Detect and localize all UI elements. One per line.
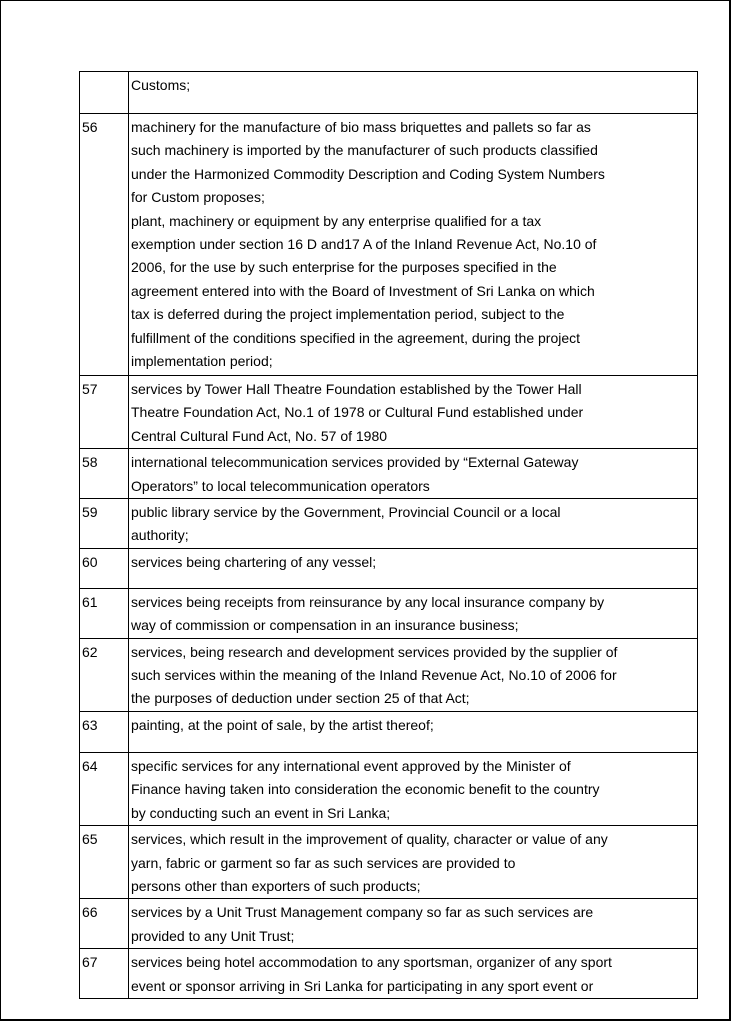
item-description	[129, 588, 698, 638]
table-row	[80, 899, 698, 949]
item-number	[80, 72, 129, 114]
item-number: 58	[80, 449, 129, 499]
item-description	[129, 499, 698, 549]
item-number: 56	[80, 114, 129, 376]
item-description	[129, 826, 698, 899]
description-paragraph: services being chartering of any vessel;	[131, 553, 377, 570]
table-row	[80, 752, 698, 825]
description-paragraph: services by Tower Hall Theatre Foundation established by the Tower Hall Theatre Foundation Act, No.1 of 1978 or Cultural Fund established under Central Cultural Fund Act, No. 57 of 1980	[131, 381, 584, 444]
table-row	[80, 638, 698, 711]
table-row	[80, 449, 698, 499]
item-description	[129, 949, 698, 999]
exemptions-table-body	[80, 72, 698, 999]
description-paragraph: international telecommunication services provided by “External Gateway Operators” to local telecommunication operators	[131, 454, 579, 494]
item-number: 60	[80, 548, 129, 588]
item-number: 57	[80, 376, 129, 449]
item-number: 62	[80, 638, 129, 711]
item-number: 63	[80, 711, 129, 752]
exemptions-table	[79, 71, 698, 999]
table-row	[80, 72, 698, 114]
table-row	[80, 711, 698, 752]
description-paragraph: services being receipts from reinsurance by any local insurance company by way of commission or compensation in an insurance business;	[131, 593, 605, 634]
item-number: 67	[80, 949, 129, 999]
description-paragraph: specific services for any international event approved by the Minister of Finance having taken into consideration the economic benefit to the country by conducting such an event in Sri Lanka;	[131, 757, 600, 821]
item-number: 59	[80, 499, 129, 549]
table-row	[80, 376, 698, 449]
description-paragraph: services, which result in the improvement of quality, character or value of any yarn, fabric or garment so far as such services are provided to persons other than exporters of such products;	[131, 831, 608, 894]
description-paragraph: plant, machinery or equipment by any enterprise qualified for a tax exemption under section 16 D and17 A of the Inland Revenue Act, No.10 of 2006, for the use by such enterprise for the purposes specified in the agreement entered into with the Board of Investment of Sri Lanka on which tax is deferred during the project implementation period, subject to the fulfillment of the conditions specified in the agreement, during the project implementation period;	[131, 212, 597, 370]
description-paragraph: services, being research and development services provided by the supplier of such services within the meaning of the Inland Revenue Act, No.10 of 2006 for the purposes of deduction under section 25 of that Act;	[131, 643, 618, 707]
description-paragraph: painting, at the point of sale, by the artist thereof;	[131, 716, 434, 733]
item-description	[129, 899, 698, 949]
item-description	[129, 376, 698, 449]
description-paragraph: public library service by the Government, Provincial Council or a local authority;	[131, 504, 561, 544]
description-paragraph: Customs;	[131, 77, 191, 93]
table-row	[80, 588, 698, 638]
item-number: 66	[80, 899, 129, 949]
item-description	[129, 711, 698, 752]
item-description	[129, 114, 698, 376]
table-row	[80, 499, 698, 549]
item-description	[129, 638, 698, 711]
table-row	[80, 548, 698, 588]
item-description	[129, 752, 698, 825]
description-paragraph: machinery for the manufacture of bio mass briquettes and pallets so far as such machinery is imported by the manufacturer of such products classified under the Harmonized Commodity Description and Coding System Numbers for Custom proposes;	[131, 119, 605, 206]
table-row	[80, 114, 698, 376]
item-number: 65	[80, 826, 129, 899]
item-number: 61	[80, 588, 129, 638]
item-number: 64	[80, 752, 129, 825]
item-description	[129, 72, 698, 114]
description-paragraph: services by a Unit Trust Management company so far as such services are provided to any Unit Trust;	[131, 904, 594, 944]
table-row	[80, 826, 698, 899]
table-row	[80, 949, 698, 999]
item-description	[129, 548, 698, 588]
description-paragraph: services being hotel accommodation to any sportsman, organizer of any sport event or sponsor arriving in Sri Lanka for participating in any sport event or	[131, 954, 612, 994]
item-description	[129, 449, 698, 499]
